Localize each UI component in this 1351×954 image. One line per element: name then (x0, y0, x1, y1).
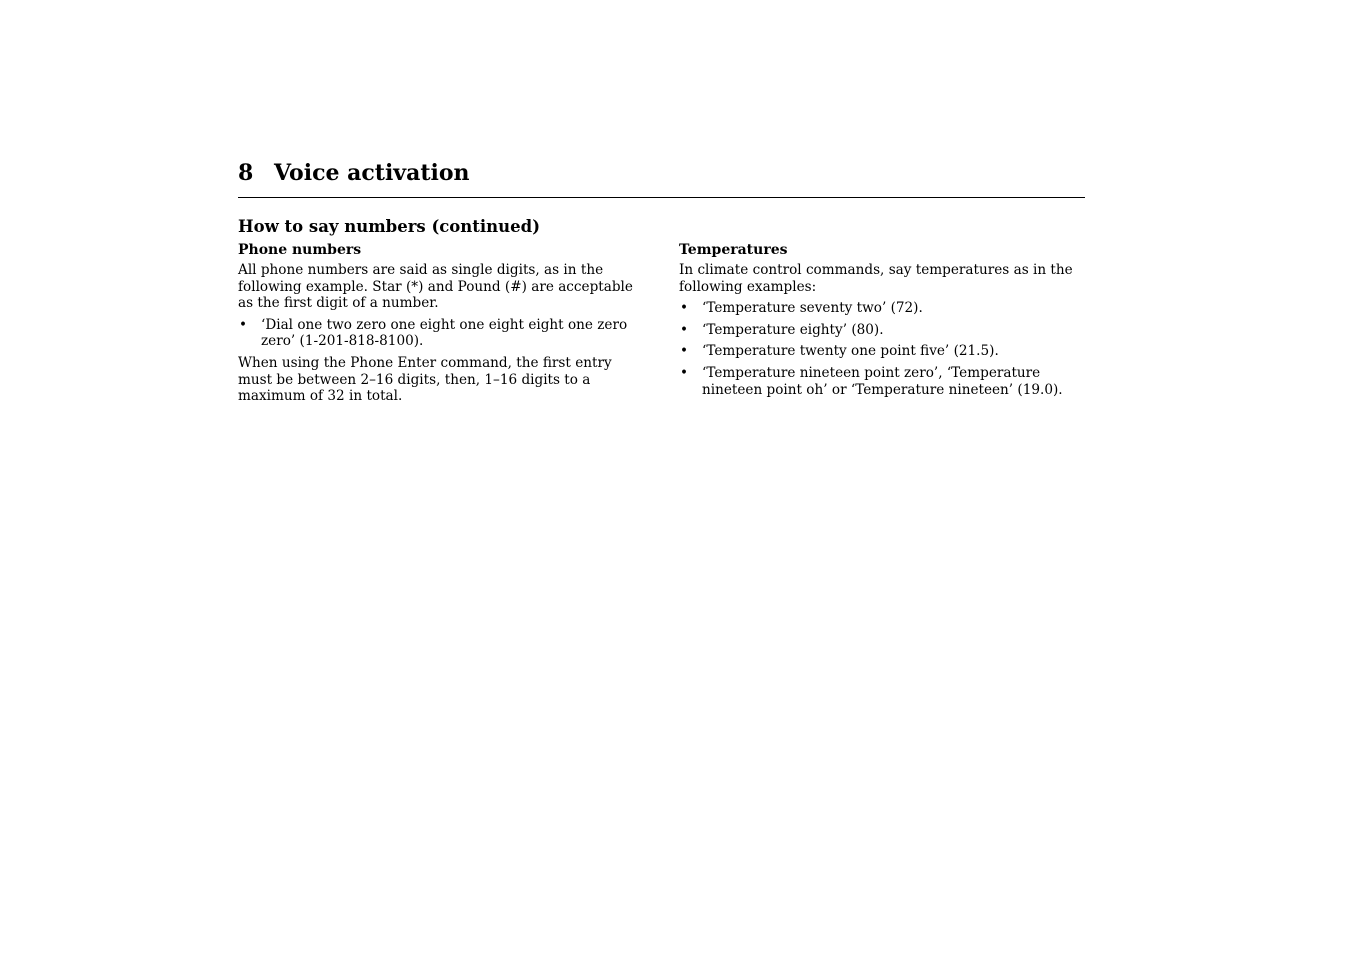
bullet-icon: • (680, 364, 689, 381)
list-item (679, 343, 1079, 360)
bullet-icon: • (680, 321, 689, 338)
list-item (679, 300, 1079, 317)
phone-enter-note: When using the Phone Enter command, the first entry must be between 2–16 digits, then, 1–16 digits to a maximum of 32 in total. (238, 354, 612, 405)
content-columns (238, 240, 1085, 410)
list-item-text: ‘Temperature twenty one point five’ (21.5). (702, 343, 999, 360)
bullet-icon: • (680, 300, 689, 317)
list-item-text: ‘Temperature nineteen point zero’, ‘Temperature nineteen point oh’ or ‘Temperature nineteen’ (19.0). (702, 364, 1063, 398)
temperatures-heading: Temperatures (679, 242, 788, 258)
chapter-title: Voice activation (274, 160, 470, 186)
chapter-heading (238, 158, 1085, 198)
document-page (238, 158, 1085, 410)
list-item-text: ‘Dial one two zero one eight one eight eight one zero zero’ (1-201-818-8100). (261, 316, 628, 350)
list-item-text: ‘Temperature eighty’ (80). (702, 321, 884, 338)
bullet-icon: • (239, 316, 248, 333)
list-item (679, 365, 1079, 398)
phone-numbers-heading: Phone numbers (238, 242, 362, 258)
phone-numbers-intro: All phone numbers are said as single digits, as in the following example. Star (*) and Pound (#) are acceptable as the first digit of a number. (238, 262, 633, 312)
list-item-text: ‘Temperature seventy two’ (72). (702, 300, 923, 317)
list-item (238, 317, 648, 350)
temperatures-intro: In climate control commands, say temperatures as in the following examples: (679, 262, 1073, 295)
phone-numbers-list (238, 317, 648, 350)
section-title: How to say numbers (continued) (238, 217, 541, 236)
bullet-icon: • (680, 343, 689, 360)
temperatures-list (679, 300, 1079, 398)
temperatures-column (679, 240, 1079, 410)
list-item (679, 322, 1079, 339)
chapter-number: 8 (238, 160, 254, 186)
phone-numbers-column (238, 240, 648, 410)
